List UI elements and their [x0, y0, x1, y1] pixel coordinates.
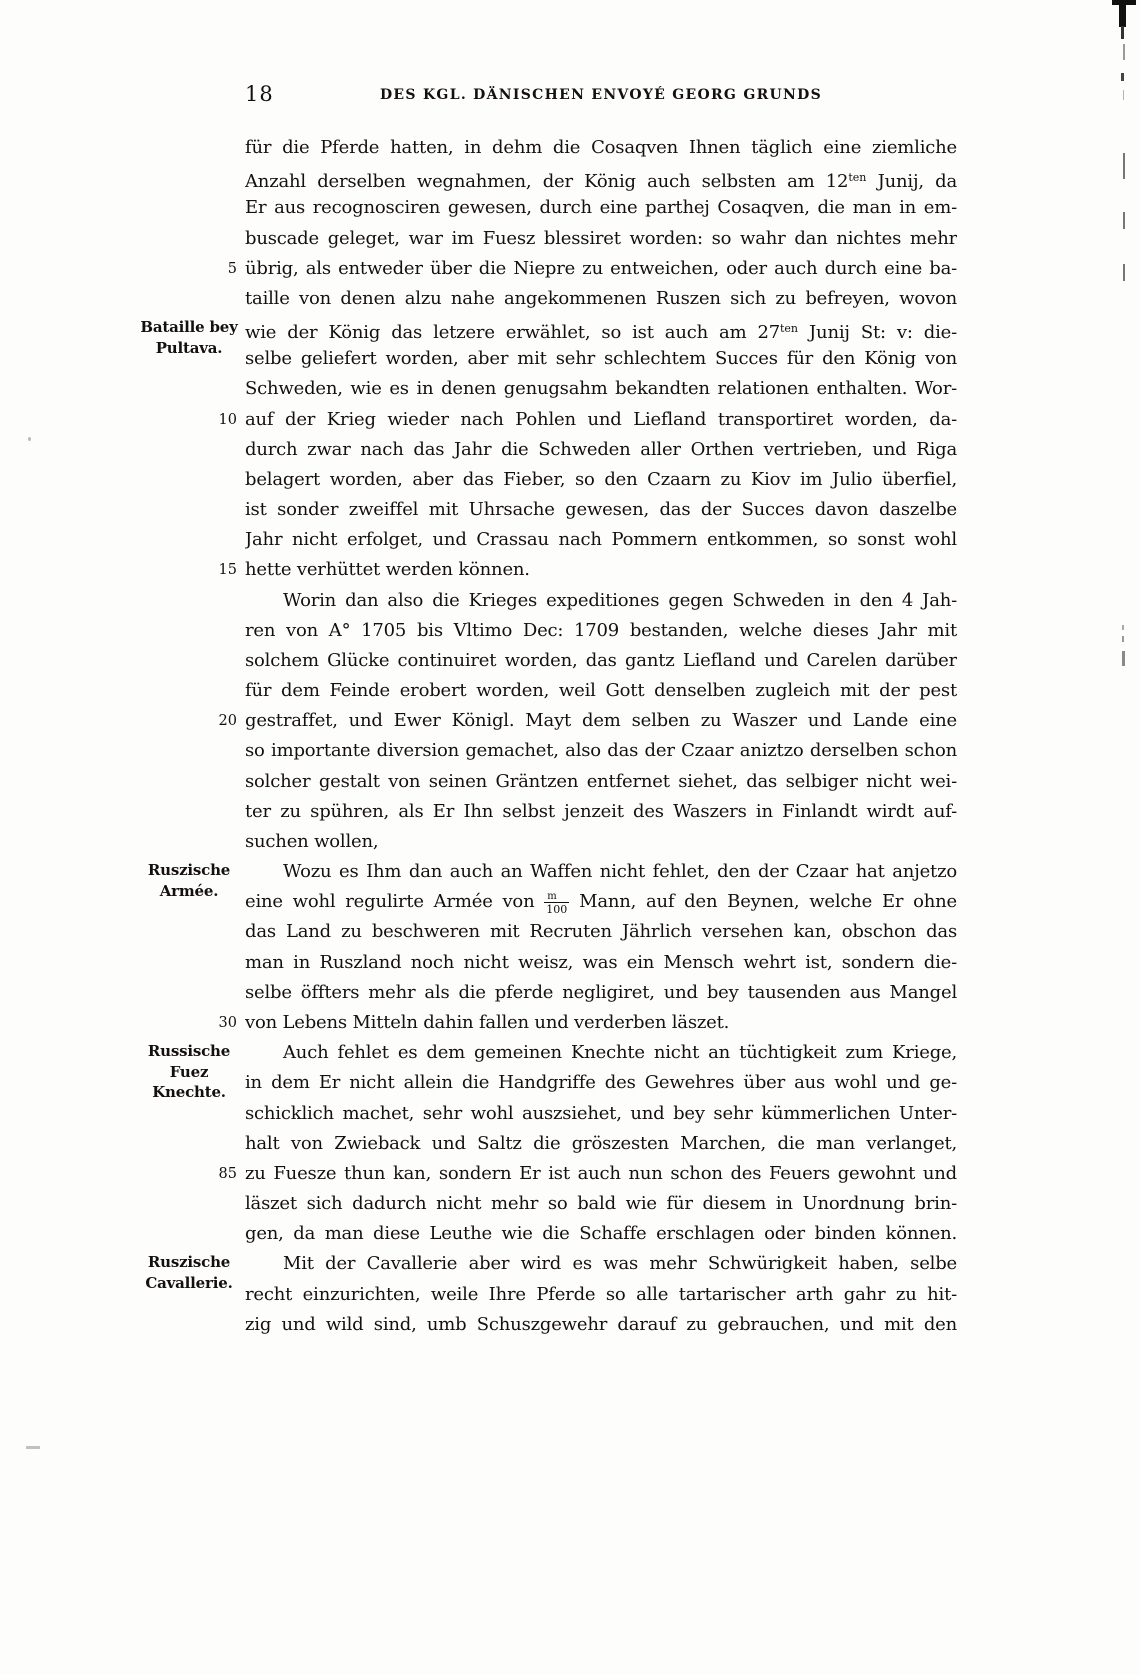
- text-line: [245, 133, 957, 163]
- text-line: [245, 374, 957, 404]
- text-line: [218, 1008, 957, 1038]
- text-line: [245, 435, 957, 465]
- text-line: [245, 887, 957, 917]
- scan-mark: [1121, 26, 1124, 39]
- line-text: Mit der Cavallerie aber wird es was mehr Schwürigkeit haben, selbe: [283, 1253, 957, 1275]
- text-line: [245, 917, 957, 947]
- text-line: [245, 284, 957, 314]
- page-number: 18: [245, 82, 274, 106]
- scan-mark: [1119, 0, 1126, 27]
- scan-mark: [1122, 636, 1124, 642]
- scan-mark: [28, 437, 31, 441]
- text-line: [245, 1068, 957, 1098]
- text-line: [245, 767, 957, 797]
- text-line: [245, 646, 957, 676]
- line-number: 5: [227, 260, 237, 277]
- line-text: für die Pferde hatten, in dehm die Cosaqven Ihnen täglich eine ziemliche: [245, 137, 957, 158]
- scan-mark: [1123, 44, 1125, 60]
- text-line: [218, 1159, 957, 1189]
- line-text: suchen wollen,: [245, 830, 379, 852]
- line-text: Jahr nicht erfolget, und Crassau nach Pommern entkommen, so sonst wohl: [245, 529, 957, 551]
- line-text: Wozu es Ihm dan auch an Waffen nicht fehlet, den der Czaar hat anjetzo: [283, 861, 957, 883]
- margin-note: Ruszische Armée.: [147, 861, 231, 900]
- line-text: Schweden, wie es in denen genugsahm bekandten relationen enthalten. Wor-: [245, 378, 957, 400]
- body-text: [140, 133, 957, 1340]
- scan-mark: [1121, 73, 1124, 81]
- line-text: man in Ruszland noch nicht weisz, was ein Mensch wehrt ist, sondern die-: [245, 951, 957, 973]
- text-line: [140, 314, 957, 357]
- text-line: [245, 224, 957, 254]
- line-text: eine wohl regulirte Armée von $\frac{m}{100}$ Mann, auf den Beynen, welche Er ohne: [245, 891, 957, 917]
- line-text: hette verhüttet werden können.: [245, 559, 530, 581]
- line-text: in dem Er nicht allein die Handgriffe des Gewehres über aus wohl und ge-: [245, 1072, 957, 1094]
- line-text: Er aus recognosciren gewesen, durch eine parthej Cosaqven, die man in em-: [245, 197, 957, 219]
- line-text: recht einzurichten, weile Ihre Pferde so alle tartarischer arth gahr zu hit-: [245, 1283, 957, 1305]
- line-text: ter zu spühren, als Er Ihn selbst jenzeit des Waszers in Finlandt wirdt auf-: [245, 800, 957, 822]
- scan-mark: [1123, 153, 1125, 179]
- line-text: zu Fuesze thun kan, sondern Er ist auch nun schon des Feuers gewohnt und: [245, 1162, 957, 1184]
- line-text: Auch fehlet es dem gemeinen Knechte nicht an tüchtigkeit zum Kriege,: [283, 1042, 957, 1064]
- line-text: buscade geleget, war im Fuesz blessiret worden: so wahr dan nichtes mehr: [245, 227, 957, 249]
- line-number: 85: [218, 1165, 237, 1182]
- text-line: [245, 676, 957, 706]
- line-text: belagert worden, aber das Fieber, so den Czaarn zu Kiov im Julio überfiel,: [245, 468, 957, 490]
- text-line: [245, 948, 957, 978]
- scan-mark: [1122, 651, 1125, 666]
- scan-mark: [26, 1446, 40, 1449]
- text-line: [218, 555, 957, 585]
- line-text: für dem Feinde erobert worden, weil Gott denselben zugleich mit der pest: [245, 680, 957, 702]
- text-line: [245, 1129, 957, 1159]
- text-line: [227, 254, 957, 284]
- text-line: [245, 616, 957, 646]
- text-line: [245, 797, 957, 827]
- margin-note: Russische Fuez Knechte.: [147, 1042, 231, 1102]
- text-line: [245, 1189, 957, 1219]
- scan-mark: [1122, 625, 1124, 630]
- line-text: Worin dan also die Krieges expeditiones gegen Schweden in den 4 Jah-: [283, 589, 957, 611]
- line-text: ren von A° 1705 bis Vltimo Dec: 1709 bestanden, welche dieses Jahr mit: [245, 619, 957, 641]
- text-line: [245, 736, 957, 766]
- text-line: [245, 1099, 957, 1129]
- line-text: selbe geliefert worden, aber mit sehr schlechtem Succes für den König von: [245, 348, 957, 370]
- line-text: solchem Glücke continuiret worden, das gantz Liefland und Carelen darüber: [245, 649, 957, 671]
- text-line: [245, 827, 957, 857]
- running-header: DES KGL. DÄNISCHEN ENVOYÉ GEORG GRUNDS: [379, 87, 823, 103]
- line-text: durch zwar nach das Jahr die Schweden aller Orthen vertrieben, und Riga: [245, 438, 957, 460]
- line-text: solcher gestalt von seinen Gräntzen entfernet siehet, das selbiger nicht wei-: [245, 770, 957, 792]
- line-text: so importante diversion gemachet, also das der Czaar aniztzo derselben schon: [245, 740, 957, 762]
- line-text: ist sonder zweiffel mit Uhrsache gewesen, das der Succes davon daszelbe: [245, 499, 957, 521]
- line-text: selbe öffters mehr als die pferde negligiret, und bey tausenden aus Mangel: [245, 981, 957, 1003]
- text-line: [245, 1310, 957, 1340]
- line-text: wie der König das letzere erwählet, so ist auch am $27^{ten}$ Junij St: v: die-: [245, 322, 957, 344]
- text-line: [245, 495, 957, 525]
- line-text: zig und wild sind, umb Schuszgewehr darauf zu gebrauchen, und mit den: [245, 1313, 957, 1335]
- text-line: [245, 193, 957, 223]
- text-line: [245, 163, 957, 193]
- text-line: [147, 857, 957, 900]
- margin-note: Ruszische Cavallerie.: [145, 1253, 233, 1292]
- text-line: [245, 344, 957, 374]
- text-line: [245, 525, 957, 555]
- text-line: [245, 1280, 957, 1310]
- text-line: [145, 1249, 957, 1292]
- line-text: halt von Zwieback und Saltz die gröszesten Marchen, die man verlanget,: [245, 1132, 957, 1154]
- text-line: [245, 586, 957, 616]
- text-line: [245, 1219, 957, 1249]
- line-number: 15: [218, 562, 237, 579]
- line-text: das Land zu beschweren mit Recruten Jährlich versehen kan, obschon das: [245, 921, 957, 943]
- line-number: 20: [218, 713, 237, 730]
- text-line: [218, 405, 957, 435]
- fraction: $\frac{m}{100}$: [546, 891, 568, 917]
- text-line: [218, 706, 957, 736]
- line-text: auf der Krieg wieder nach Pohlen und Liefland transportiret worden, da-: [245, 408, 957, 430]
- line-text: Anzahl derselben wegnahmen, der König auch selbsten am $12^{ten}$ Junij, da: [245, 171, 957, 193]
- line-number: 10: [218, 411, 237, 428]
- line-number: 30: [218, 1014, 237, 1031]
- scan-mark: [1123, 90, 1124, 100]
- line-text: gestraffet, und Ewer Königl. Mayt dem selben zu Waszer und Lande eine: [245, 710, 957, 732]
- line-text: übrig, als entweder über die Niepre zu entweichen, oder auch durch eine ba-: [245, 257, 957, 279]
- margin-note: Bataille bey Pultava.: [140, 318, 238, 357]
- scan-mark: [1123, 264, 1125, 281]
- line-text: schicklich machet, sehr wohl auszsiehet, und bey sehr kümmerlichen Unter-: [245, 1102, 957, 1124]
- text-line: [245, 978, 957, 1008]
- line-text: taille von denen alzu nahe angekommenen Ruszen sich zu befreyen, wovon: [245, 287, 957, 309]
- scan-mark: [1123, 212, 1125, 229]
- line-text: von Lebens Mitteln dahin fallen und verderben läszet.: [245, 1011, 730, 1033]
- text-line: [245, 465, 957, 495]
- line-text: gen, da man diese Leuthe wie die Schaffe erschlagen oder binden können.: [245, 1223, 957, 1245]
- line-text: läszet sich dadurch nicht mehr so bald wie für diesem in Unordnung brin-: [245, 1193, 957, 1215]
